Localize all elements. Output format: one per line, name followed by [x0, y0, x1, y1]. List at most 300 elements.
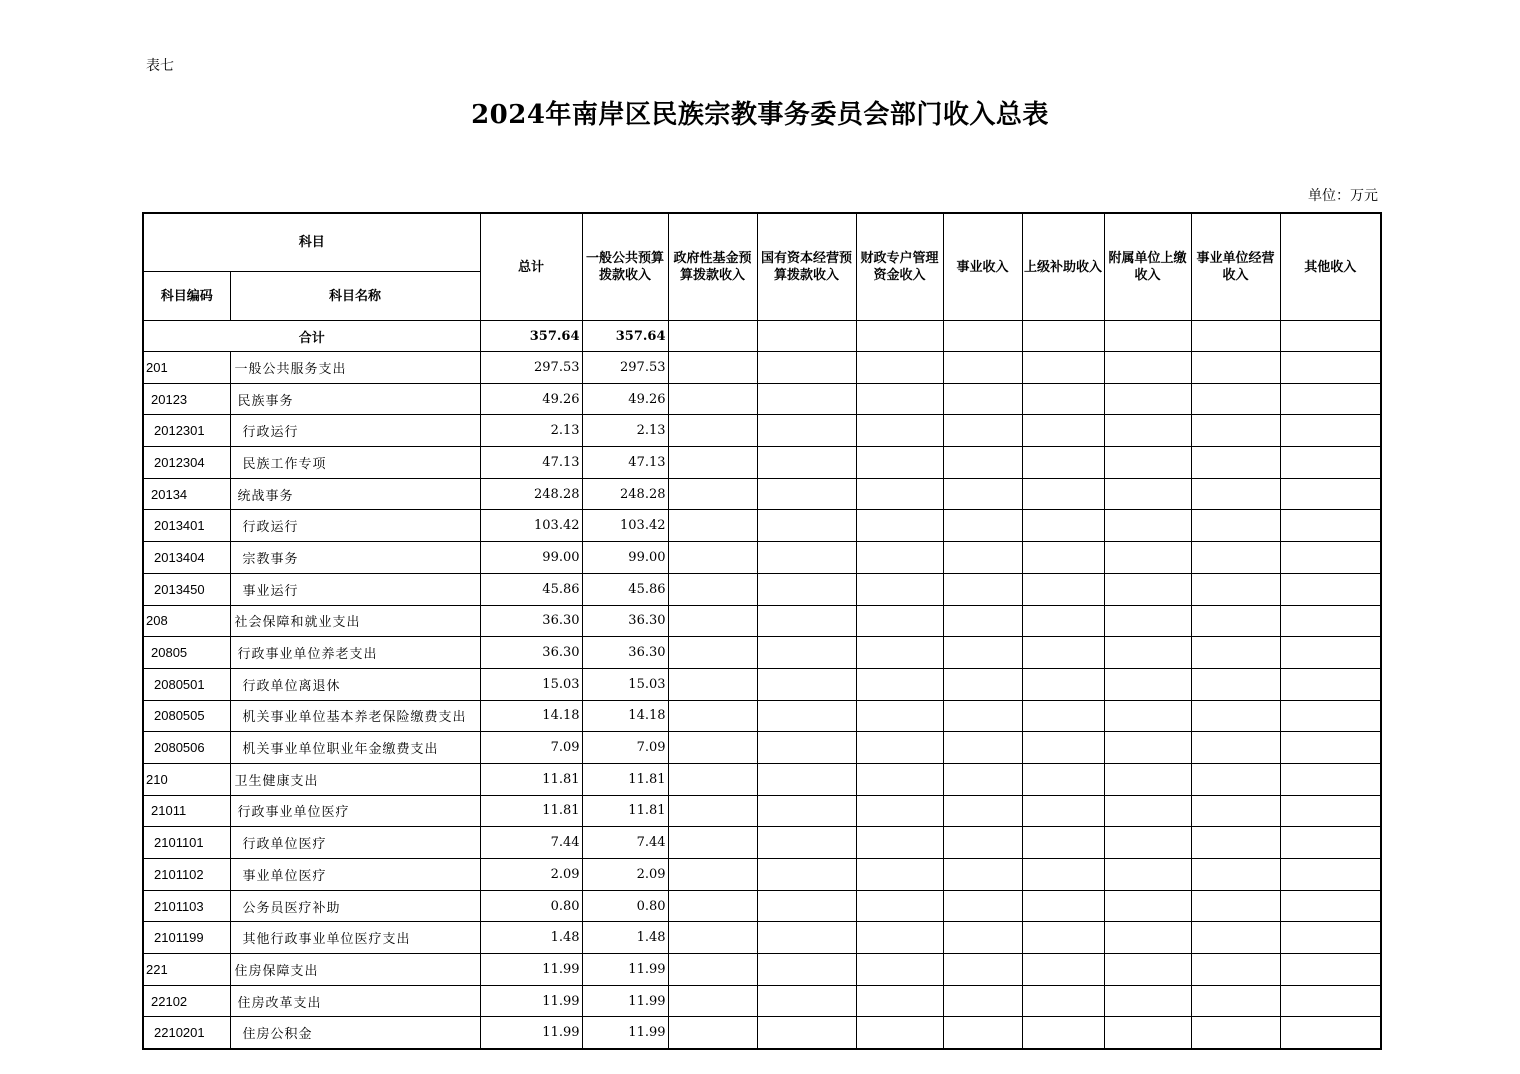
empty-cell	[943, 668, 1022, 700]
empty-cell	[1280, 763, 1381, 795]
table-row	[143, 415, 1381, 447]
subject-name: 住房改革支出	[230, 985, 480, 1017]
empty-cell	[757, 700, 856, 732]
row-total: 248.28	[480, 478, 582, 510]
row-total: 7.09	[480, 732, 582, 764]
header-state-capital: 国有资本经营预算拨款收入	[757, 213, 856, 321]
empty-cell	[856, 605, 943, 637]
empty-cell	[668, 352, 757, 384]
row-total: 2.09	[480, 859, 582, 891]
row-general-budget: 49.26	[582, 383, 668, 415]
empty-cell	[1022, 922, 1104, 954]
row-general-budget: 11.99	[582, 985, 668, 1017]
empty-cell	[1191, 542, 1280, 574]
row-total: 47.13	[480, 447, 582, 479]
empty-cell	[668, 383, 757, 415]
empty-cell	[1022, 763, 1104, 795]
empty-cell	[1191, 573, 1280, 605]
empty-cell	[1280, 447, 1381, 479]
subject-name: 社会保障和就业支出	[230, 605, 480, 637]
empty-cell	[1280, 859, 1381, 891]
empty-cell	[856, 922, 943, 954]
empty-cell	[1191, 954, 1280, 986]
empty-cell	[757, 383, 856, 415]
empty-cell	[856, 1017, 943, 1049]
empty-cell	[943, 954, 1022, 986]
row-total: 15.03	[480, 668, 582, 700]
empty-cell	[1191, 732, 1280, 764]
subject-code: 2013450	[143, 573, 230, 605]
empty-cell	[668, 954, 757, 986]
subject-code: 2013404	[143, 542, 230, 574]
empty-cell	[668, 573, 757, 605]
total-value: 357.64	[480, 321, 582, 352]
table-row	[143, 637, 1381, 669]
empty-cell	[1280, 383, 1381, 415]
subject-code: 2012304	[143, 447, 230, 479]
empty-cell	[1191, 352, 1280, 384]
empty-cell	[1280, 668, 1381, 700]
empty-cell	[1104, 478, 1191, 510]
empty-cell	[1191, 859, 1280, 891]
empty-cell	[1022, 573, 1104, 605]
empty-cell	[1104, 859, 1191, 891]
row-general-budget: 2.09	[582, 859, 668, 891]
empty-cell	[1104, 732, 1191, 764]
table-row	[143, 890, 1381, 922]
row-general-budget: 99.00	[582, 542, 668, 574]
empty-cell	[1022, 383, 1104, 415]
subject-code: 221	[143, 954, 230, 986]
empty-cell	[757, 573, 856, 605]
subject-name: 行政运行	[230, 415, 480, 447]
total-row	[143, 321, 1381, 352]
subject-name: 机关事业单位职业年金缴费支出	[230, 732, 480, 764]
empty-cell	[757, 637, 856, 669]
row-total: 45.86	[480, 573, 582, 605]
empty-cell	[668, 510, 757, 542]
row-total: 7.44	[480, 827, 582, 859]
table-row	[143, 510, 1381, 542]
subject-code: 2080501	[143, 668, 230, 700]
empty-cell	[668, 827, 757, 859]
empty-cell	[1191, 383, 1280, 415]
empty-cell	[668, 668, 757, 700]
empty-cell	[1191, 478, 1280, 510]
empty-cell	[1022, 542, 1104, 574]
empty-cell	[1022, 352, 1104, 384]
empty-cell	[1022, 985, 1104, 1017]
table-row	[143, 542, 1381, 574]
header-business-operation: 事业单位经营收入	[1191, 213, 1280, 321]
row-total: 1.48	[480, 922, 582, 954]
table-row	[143, 383, 1381, 415]
subject-name: 统战事务	[230, 478, 480, 510]
empty-cell	[943, 352, 1022, 384]
table-row	[143, 573, 1381, 605]
empty-cell	[1280, 827, 1381, 859]
empty-cell	[943, 827, 1022, 859]
empty-cell	[1022, 668, 1104, 700]
subject-code: 20805	[143, 637, 230, 669]
empty-cell	[1104, 700, 1191, 732]
unit-label: 单位：万元	[1308, 188, 1378, 204]
empty-cell	[668, 732, 757, 764]
table-row	[143, 827, 1381, 859]
empty-cell	[757, 1017, 856, 1049]
empty-cell	[757, 922, 856, 954]
header-superior-subsidy: 上级补助收入	[1022, 213, 1104, 321]
header-business-income: 事业收入	[943, 213, 1022, 321]
empty-cell	[1022, 827, 1104, 859]
empty-cell	[1280, 510, 1381, 542]
empty-cell	[1191, 668, 1280, 700]
empty-cell	[1191, 510, 1280, 542]
row-general-budget: 15.03	[582, 668, 668, 700]
empty-cell	[943, 383, 1022, 415]
empty-cell	[1104, 890, 1191, 922]
empty-cell	[943, 1017, 1022, 1049]
empty-cell	[1104, 510, 1191, 542]
empty-cell	[1191, 605, 1280, 637]
subject-name: 行政单位医疗	[230, 827, 480, 859]
table-row	[143, 795, 1381, 827]
row-total: 11.81	[480, 795, 582, 827]
empty-cell	[1191, 637, 1280, 669]
empty-cell	[1104, 668, 1191, 700]
empty-cell	[668, 637, 757, 669]
table-row	[143, 732, 1381, 764]
subject-name: 民族事务	[230, 383, 480, 415]
row-total: 11.81	[480, 763, 582, 795]
empty-cell	[1280, 732, 1381, 764]
empty-cell	[1022, 954, 1104, 986]
empty-cell	[943, 890, 1022, 922]
empty-cell	[943, 637, 1022, 669]
empty-cell	[856, 510, 943, 542]
total-general-budget: 357.64	[582, 321, 668, 352]
empty-cell	[1280, 605, 1381, 637]
empty-cell	[757, 447, 856, 479]
subject-code: 2101102	[143, 859, 230, 891]
empty-cell	[1191, 795, 1280, 827]
subject-code: 2013401	[143, 510, 230, 542]
empty-cell	[757, 732, 856, 764]
header-other-income: 其他收入	[1280, 213, 1381, 321]
subject-code: 20134	[143, 478, 230, 510]
row-general-budget: 36.30	[582, 605, 668, 637]
subject-code: 208	[143, 605, 230, 637]
empty-cell	[1104, 352, 1191, 384]
subject-code: 2210201	[143, 1017, 230, 1049]
empty-cell	[856, 542, 943, 574]
table-row	[143, 954, 1381, 986]
empty-cell	[1104, 985, 1191, 1017]
row-total: 36.30	[480, 605, 582, 637]
table-row	[143, 859, 1381, 891]
empty-cell	[856, 763, 943, 795]
header-subject: 科目	[143, 213, 480, 272]
empty-cell	[1280, 954, 1381, 986]
empty-cell	[943, 510, 1022, 542]
empty-cell	[1191, 890, 1280, 922]
empty-cell	[757, 795, 856, 827]
subject-code: 20123	[143, 383, 230, 415]
empty-cell	[943, 573, 1022, 605]
empty-cell	[757, 510, 856, 542]
empty-cell	[943, 922, 1022, 954]
row-total: 99.00	[480, 542, 582, 574]
row-total: 36.30	[480, 637, 582, 669]
subject-code: 2012301	[143, 415, 230, 447]
empty-cell	[1191, 700, 1280, 732]
empty-cell	[668, 763, 757, 795]
row-total: 297.53	[480, 352, 582, 384]
empty-cell	[1104, 922, 1191, 954]
empty-cell	[757, 890, 856, 922]
row-general-budget: 7.09	[582, 732, 668, 764]
subject-name: 民族工作专项	[230, 447, 480, 479]
subject-code: 2080505	[143, 700, 230, 732]
empty-cell	[1104, 1017, 1191, 1049]
empty-cell	[856, 700, 943, 732]
empty-cell	[1022, 732, 1104, 764]
header-fiscal-special: 财政专户管理资金收入	[856, 213, 943, 321]
empty-cell	[668, 478, 757, 510]
empty-cell	[668, 1017, 757, 1049]
empty-cell	[943, 605, 1022, 637]
subject-name: 行政单位离退休	[230, 668, 480, 700]
row-general-budget: 7.44	[582, 827, 668, 859]
empty-cell	[1280, 700, 1381, 732]
header-subject-name: 科目名称	[230, 272, 480, 321]
empty-cell	[757, 478, 856, 510]
table-tag: 表七	[146, 58, 174, 74]
table-row	[143, 478, 1381, 510]
empty-cell	[1104, 542, 1191, 574]
empty-cell	[1104, 415, 1191, 447]
empty-cell	[668, 605, 757, 637]
header-affiliated-payment: 附属单位上缴收入	[1104, 213, 1191, 321]
empty-cell	[1104, 827, 1191, 859]
empty-cell	[856, 637, 943, 669]
empty-cell	[757, 827, 856, 859]
empty-cell	[943, 478, 1022, 510]
subject-name: 一般公共服务支出	[230, 352, 480, 384]
subject-name: 事业运行	[230, 573, 480, 605]
empty-cell	[1191, 415, 1280, 447]
empty-cell	[668, 859, 757, 891]
empty-cell	[1022, 447, 1104, 479]
empty-cell	[1280, 890, 1381, 922]
empty-cell	[1280, 573, 1381, 605]
row-general-budget: 11.99	[582, 954, 668, 986]
empty-cell	[1022, 890, 1104, 922]
subject-code: 201	[143, 352, 230, 384]
empty-cell	[856, 478, 943, 510]
empty-cell	[1104, 637, 1191, 669]
empty-cell	[1104, 954, 1191, 986]
empty-cell	[1280, 1017, 1381, 1049]
empty-cell	[1022, 859, 1104, 891]
empty-cell	[757, 763, 856, 795]
row-total: 49.26	[480, 383, 582, 415]
empty-cell	[1104, 383, 1191, 415]
table-row	[143, 763, 1381, 795]
row-total: 11.99	[480, 954, 582, 986]
empty-cell	[856, 668, 943, 700]
empty-cell	[856, 573, 943, 605]
row-general-budget: 11.81	[582, 763, 668, 795]
subject-name: 公务员医疗补助	[230, 890, 480, 922]
empty-cell	[856, 352, 943, 384]
row-total: 103.42	[480, 510, 582, 542]
subject-name: 宗教事务	[230, 542, 480, 574]
empty-cell	[1280, 922, 1381, 954]
empty-cell	[856, 859, 943, 891]
empty-cell	[1280, 415, 1381, 447]
empty-cell	[1104, 795, 1191, 827]
row-general-budget: 45.86	[582, 573, 668, 605]
empty-cell	[668, 985, 757, 1017]
table-row	[143, 985, 1381, 1017]
subject-name: 事业单位医疗	[230, 859, 480, 891]
empty-cell	[943, 859, 1022, 891]
table-row	[143, 700, 1381, 732]
table-row	[143, 1017, 1381, 1049]
empty-cell	[757, 668, 856, 700]
header-gov-fund: 政府性基金预算拨款收入	[668, 213, 757, 321]
empty-cell	[757, 954, 856, 986]
empty-cell	[1022, 1017, 1104, 1049]
subject-code: 2101199	[143, 922, 230, 954]
empty-cell	[668, 795, 757, 827]
row-general-budget: 47.13	[582, 447, 668, 479]
row-total: 11.99	[480, 1017, 582, 1049]
empty-cell	[757, 985, 856, 1017]
subject-code: 2101103	[143, 890, 230, 922]
subject-name: 行政运行	[230, 510, 480, 542]
empty-cell	[757, 352, 856, 384]
empty-cell	[1022, 415, 1104, 447]
empty-cell	[1191, 1017, 1280, 1049]
empty-cell	[1191, 827, 1280, 859]
row-total: 11.99	[480, 985, 582, 1017]
empty-cell	[943, 763, 1022, 795]
row-general-budget: 11.81	[582, 795, 668, 827]
row-total: 0.80	[480, 890, 582, 922]
subject-name: 行政事业单位养老支出	[230, 637, 480, 669]
empty-cell	[856, 890, 943, 922]
subject-code: 2101101	[143, 827, 230, 859]
empty-cell	[943, 542, 1022, 574]
empty-cell	[668, 922, 757, 954]
row-total: 2.13	[480, 415, 582, 447]
header-subject-code: 科目编码	[143, 272, 230, 321]
empty-cell	[856, 447, 943, 479]
subject-name: 卫生健康支出	[230, 763, 480, 795]
empty-cell	[1191, 447, 1280, 479]
empty-cell	[1280, 542, 1381, 574]
income-table	[142, 212, 1382, 1050]
empty-cell	[1191, 985, 1280, 1017]
empty-cell	[856, 732, 943, 764]
empty-cell	[757, 859, 856, 891]
empty-cell	[943, 732, 1022, 764]
empty-cell	[668, 890, 757, 922]
empty-cell	[856, 415, 943, 447]
empty-cell	[856, 827, 943, 859]
empty-cell	[943, 447, 1022, 479]
empty-cell	[1191, 763, 1280, 795]
row-general-budget: 14.18	[582, 700, 668, 732]
table-row	[143, 668, 1381, 700]
empty-cell	[856, 985, 943, 1017]
subject-name: 机关事业单位基本养老保险缴费支出	[230, 700, 480, 732]
table-row	[143, 605, 1381, 637]
empty-cell	[1280, 352, 1381, 384]
empty-cell	[856, 383, 943, 415]
row-general-budget: 1.48	[582, 922, 668, 954]
empty-cell	[1191, 922, 1280, 954]
table-row	[143, 922, 1381, 954]
empty-cell	[1280, 478, 1381, 510]
empty-cell	[856, 795, 943, 827]
empty-cell	[1022, 510, 1104, 542]
empty-cell	[757, 542, 856, 574]
empty-cell	[668, 447, 757, 479]
subject-code: 210	[143, 763, 230, 795]
empty-cell	[1104, 447, 1191, 479]
empty-cell	[1022, 700, 1104, 732]
row-total: 14.18	[480, 700, 582, 732]
empty-cell	[668, 700, 757, 732]
header-general-budget: 一般公共预算拨款收入	[582, 213, 668, 321]
empty-cell	[1280, 985, 1381, 1017]
empty-cell	[1280, 637, 1381, 669]
empty-cell	[943, 700, 1022, 732]
empty-cell	[668, 542, 757, 574]
row-general-budget: 36.30	[582, 637, 668, 669]
subject-code: 21011	[143, 795, 230, 827]
empty-cell	[668, 415, 757, 447]
row-general-budget: 297.53	[582, 352, 668, 384]
row-general-budget: 2.13	[582, 415, 668, 447]
header-total: 总计	[480, 213, 582, 321]
empty-cell	[943, 795, 1022, 827]
subject-name: 其他行政事业单位医疗支出	[230, 922, 480, 954]
empty-cell	[943, 415, 1022, 447]
table-row	[143, 352, 1381, 384]
total-label: 合计	[143, 321, 480, 352]
table-row	[143, 447, 1381, 479]
empty-cell	[1104, 763, 1191, 795]
row-general-budget: 11.99	[582, 1017, 668, 1049]
empty-cell	[1104, 605, 1191, 637]
subject-code: 22102	[143, 985, 230, 1017]
row-general-budget: 0.80	[582, 890, 668, 922]
empty-cell	[1104, 573, 1191, 605]
empty-cell	[856, 954, 943, 986]
subject-name: 住房公积金	[230, 1017, 480, 1049]
empty-cell	[1280, 795, 1381, 827]
empty-cell	[1022, 605, 1104, 637]
empty-cell	[943, 985, 1022, 1017]
row-general-budget: 103.42	[582, 510, 668, 542]
empty-cell	[757, 605, 856, 637]
subject-name: 行政事业单位医疗	[230, 795, 480, 827]
empty-cell	[1022, 795, 1104, 827]
